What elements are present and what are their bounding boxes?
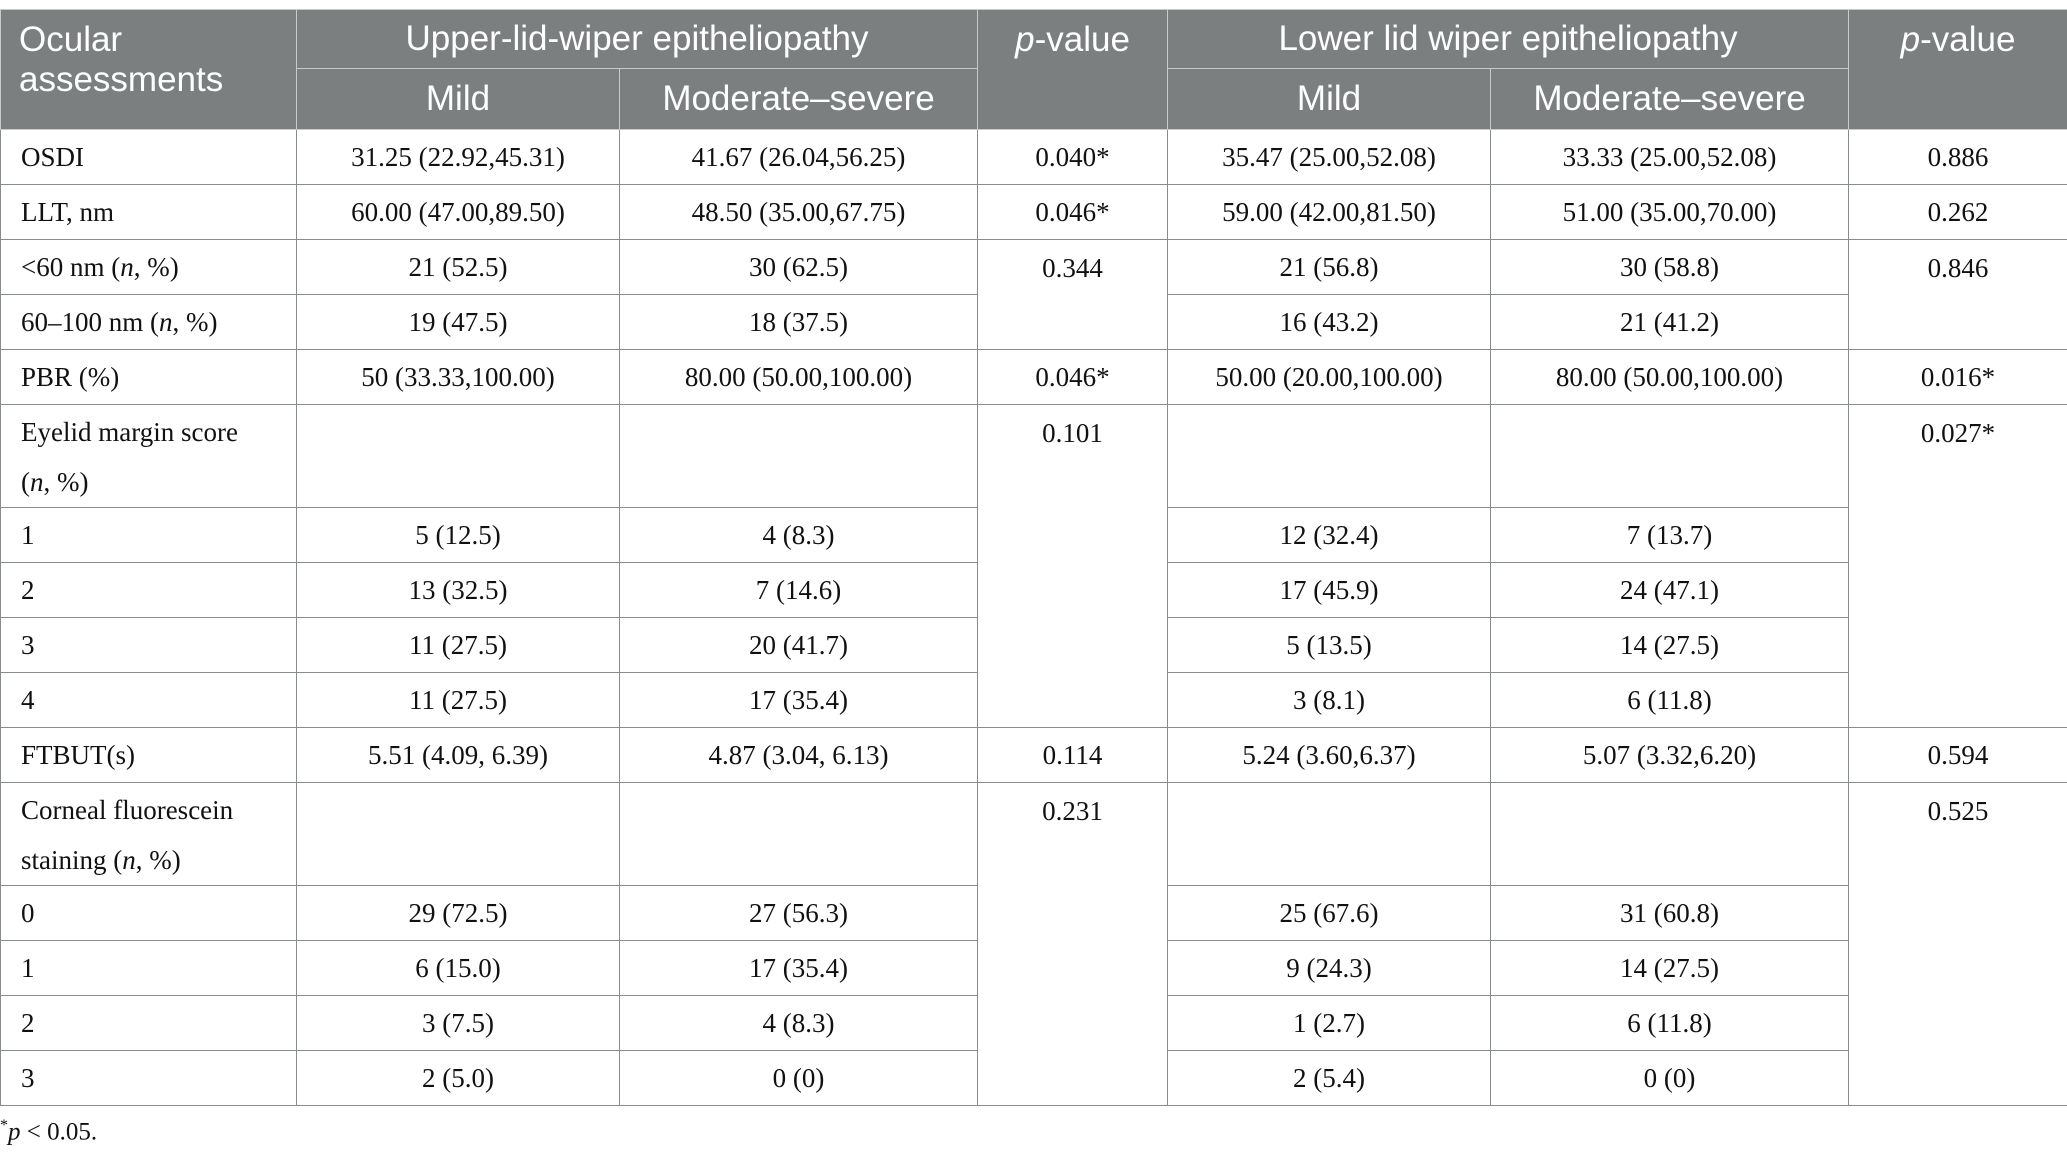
row-label: 1	[1, 941, 297, 996]
row-label: 1	[1, 508, 297, 563]
table-row	[1, 405, 2067, 508]
cell-upper-mild: 2 (5.0)	[297, 1051, 620, 1106]
cell-lower-moderate: 30 (58.8)	[1491, 240, 1849, 295]
cell-upper-pvalue: 0.046*	[978, 350, 1168, 405]
cell-upper-mild: 60.00 (47.00,89.50)	[297, 185, 620, 240]
row-label: OSDI	[1, 130, 297, 185]
cell-lower-mild: 16 (43.2)	[1168, 295, 1491, 350]
cell-lower-mild: 59.00 (42.00,81.50)	[1168, 185, 1491, 240]
cell-upper-mild: 5.51 (4.09, 6.39)	[297, 728, 620, 783]
cell-upper-moderate: 80.00 (50.00,100.00)	[620, 350, 978, 405]
table-row	[1, 728, 2067, 783]
cell-lower-pvalue: 0.886	[1849, 130, 2067, 185]
cell-upper-mild: 29 (72.5)	[297, 886, 620, 941]
row-label: 4	[1, 673, 297, 728]
cell-upper-moderate: 41.67 (26.04,56.25)	[620, 130, 978, 185]
row-label: <60 nm (n, %)	[1, 240, 297, 295]
cell-lower-moderate	[1491, 405, 1849, 508]
cell-lower-mild: 2 (5.4)	[1168, 1051, 1491, 1106]
table-row	[1, 240, 2067, 295]
table-row	[1, 130, 2067, 185]
cell-upper-pvalue: 0.231	[978, 783, 1168, 1106]
row-label: 3	[1, 1051, 297, 1106]
cell-lower-mild: 12 (32.4)	[1168, 508, 1491, 563]
cell-upper-pvalue: 0.101	[978, 405, 1168, 728]
cell-lower-pvalue: 0.027*	[1849, 405, 2067, 728]
row-label: FTBUT(s)	[1, 728, 297, 783]
cell-lower-mild: 21 (56.8)	[1168, 240, 1491, 295]
header-lower-lid: Lower lid wiper epitheliopathy	[1168, 10, 1849, 69]
cell-upper-mild: 5 (12.5)	[297, 508, 620, 563]
cell-upper-mild: 11 (27.5)	[297, 618, 620, 673]
header-ocular-assessments: Ocular assessments	[1, 10, 297, 130]
cell-lower-moderate: 5.07 (3.32,6.20)	[1491, 728, 1849, 783]
cell-lower-moderate: 7 (13.7)	[1491, 508, 1849, 563]
cell-upper-moderate: 17 (35.4)	[620, 941, 978, 996]
cell-upper-moderate: 4.87 (3.04, 6.13)	[620, 728, 978, 783]
header-pvalue-upper: p-value	[978, 10, 1168, 130]
row-label: 3	[1, 618, 297, 673]
cell-upper-mild: 6 (15.0)	[297, 941, 620, 996]
cell-lower-moderate: 21 (41.2)	[1491, 295, 1849, 350]
cell-lower-mild: 5 (13.5)	[1168, 618, 1491, 673]
row-label: 0	[1, 886, 297, 941]
cell-lower-moderate: 6 (11.8)	[1491, 996, 1849, 1051]
header-pvalue-lower: p-value	[1849, 10, 2067, 130]
cell-lower-moderate: 80.00 (50.00,100.00)	[1491, 350, 1849, 405]
cell-lower-moderate: 51.00 (35.00,70.00)	[1491, 185, 1849, 240]
cell-upper-mild: 31.25 (22.92,45.31)	[297, 130, 620, 185]
cell-lower-moderate: 33.33 (25.00,52.08)	[1491, 130, 1849, 185]
cell-upper-moderate: 17 (35.4)	[620, 673, 978, 728]
cell-lower-mild: 5.24 (3.60,6.37)	[1168, 728, 1491, 783]
cell-upper-mild: 13 (32.5)	[297, 563, 620, 618]
cell-upper-moderate: 30 (62.5)	[620, 240, 978, 295]
cell-lower-mild: 1 (2.7)	[1168, 996, 1491, 1051]
cell-lower-mild: 3 (8.1)	[1168, 673, 1491, 728]
row-label: LLT, nm	[1, 185, 297, 240]
row-label: 2	[1, 996, 297, 1051]
cell-lower-pvalue: 0.262	[1849, 185, 2067, 240]
cell-upper-moderate: 4 (8.3)	[620, 996, 978, 1051]
cell-upper-pvalue: 0.040*	[978, 130, 1168, 185]
cell-upper-pvalue: 0.344	[978, 240, 1168, 350]
cell-upper-moderate	[620, 783, 978, 886]
cell-lower-moderate	[1491, 783, 1849, 886]
cell-lower-moderate: 31 (60.8)	[1491, 886, 1849, 941]
cell-upper-mild: 11 (27.5)	[297, 673, 620, 728]
row-label: PBR (%)	[1, 350, 297, 405]
cell-lower-mild: 35.47 (25.00,52.08)	[1168, 130, 1491, 185]
cell-lower-mild	[1168, 783, 1491, 886]
row-label: Eyelid margin score (n, %)	[1, 405, 297, 508]
header-lower-moderate-severe: Moderate–severe	[1491, 69, 1849, 130]
header-upper-moderate-severe: Moderate–severe	[620, 69, 978, 130]
cell-upper-moderate: 7 (14.6)	[620, 563, 978, 618]
cell-lower-pvalue: 0.846	[1849, 240, 2067, 350]
header-upper-lid: Upper-lid-wiper epitheliopathy	[297, 10, 978, 69]
cell-upper-pvalue: 0.114	[978, 728, 1168, 783]
table-row	[1, 783, 2067, 886]
table-row	[1, 185, 2067, 240]
cell-lower-moderate: 14 (27.5)	[1491, 941, 1849, 996]
cell-lower-mild	[1168, 405, 1491, 508]
cell-lower-moderate: 0 (0)	[1491, 1051, 1849, 1106]
cell-upper-mild: 3 (7.5)	[297, 996, 620, 1051]
cell-upper-mild: 21 (52.5)	[297, 240, 620, 295]
cell-upper-moderate: 0 (0)	[620, 1051, 978, 1106]
cell-lower-pvalue: 0.594	[1849, 728, 2067, 783]
cell-lower-mild: 17 (45.9)	[1168, 563, 1491, 618]
cell-upper-mild: 50 (33.33,100.00)	[297, 350, 620, 405]
cell-upper-mild: 19 (47.5)	[297, 295, 620, 350]
cell-lower-moderate: 6 (11.8)	[1491, 673, 1849, 728]
row-label: 2	[1, 563, 297, 618]
footnote: *p < 0.05.	[0, 1117, 98, 1146]
cell-lower-pvalue: 0.016*	[1849, 350, 2067, 405]
cell-upper-moderate: 48.50 (35.00,67.75)	[620, 185, 978, 240]
cell-upper-moderate: 20 (41.7)	[620, 618, 978, 673]
cell-lower-pvalue: 0.525	[1849, 783, 2067, 1106]
header-upper-mild: Mild	[297, 69, 620, 130]
row-label: 60–100 nm (n, %)	[1, 295, 297, 350]
cell-upper-pvalue: 0.046*	[978, 185, 1168, 240]
cell-upper-mild	[297, 783, 620, 886]
cell-lower-mild: 25 (67.6)	[1168, 886, 1491, 941]
results-table	[0, 9, 2067, 1106]
cell-upper-moderate: 4 (8.3)	[620, 508, 978, 563]
header-lower-mild: Mild	[1168, 69, 1491, 130]
row-label: Corneal fluorescein staining (n, %)	[1, 783, 297, 886]
cell-lower-mild: 50.00 (20.00,100.00)	[1168, 350, 1491, 405]
cell-upper-moderate: 27 (56.3)	[620, 886, 978, 941]
table-row	[1, 350, 2067, 405]
cell-upper-moderate	[620, 405, 978, 508]
cell-lower-moderate: 14 (27.5)	[1491, 618, 1849, 673]
cell-upper-moderate: 18 (37.5)	[620, 295, 978, 350]
cell-lower-mild: 9 (24.3)	[1168, 941, 1491, 996]
cell-lower-moderate: 24 (47.1)	[1491, 563, 1849, 618]
cell-upper-mild	[297, 405, 620, 508]
